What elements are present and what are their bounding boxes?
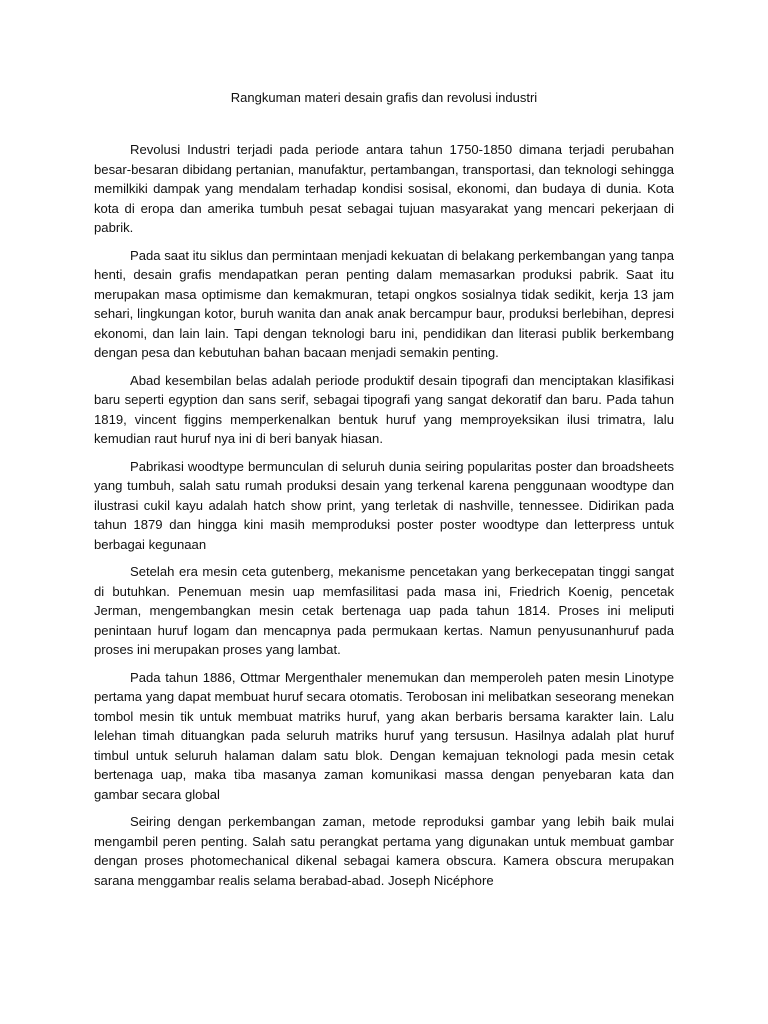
paragraph-4: Pabrikasi woodtype bermunculan di seluruh dunia seiring popularitas poster dan broadsheets yang tumbuh, salah satu rumah produksi desain yang terkenal karena penggunaan woodtype dan ilustrasi cukil kayu adalah hatch show print, yang terletak di nashville, tennessee. Didirikan pada tahun 1879 dan hingga kini masih memproduksi poster poster woodtype dan letterpress untuk berbagai kegunaan	[94, 458, 674, 552]
document-body	[94, 140, 674, 898]
paragraph-5: Setelah era mesin ceta gutenberg, mekanisme pencetakan yang berkecepatan tinggi sangat di butuhkan. Penemuan mesin uap memfasilitasi pada masa ini, Friedrich Koenig, pencetak Jerman, mengembangkan mesin cetak bertenaga uap pada tahun 1814. Proses ini meliputi penintaan huruf logam dan mencapnya pada permukaan kertas. Namun penyusunanhuruf pada proses ini merupakan proses yang lambat.	[94, 564, 674, 657]
document-title: Rangkuman materi desain grafis dan revolusi industri	[230, 90, 538, 105]
paragraph-3: Abad kesembilan belas adalah periode produktif desain tipografi dan menciptakan klasifikasi baru seperti egyption dan sans serif, sebagai tipografi yang sangat dekoratif dan baru. Pada tahun 1819, vincent figgins memperkenalkan bentuk huruf yang memproyeksikan ilusi trimatra, lalu kemudian raut huruf nya ini di beri banyak hiasan.	[94, 372, 674, 446]
paragraph-2: Pada saat itu siklus dan permintaan menjadi kekuatan di belakang perkembangan yang tanpa henti, desain grafis mendapatkan peran penting dalam memasarkan produksi pabrik. Saat itu merupakan masa optimisme dan kemakmuran, tetapi ongkos sosialnya tidak sedikit, kerja 13 jam sehari, lingkungan kotor, buruh wanita dan anak anak bercampur baur, produksi berlebihan, depresi ekonomi, dan lain lain. Tapi dengan teknologi baru ini, pendidikan dan literasi publik berkembang dengan pesa dan kebutuhan bahan bacaan menjadi semakin penting.	[94, 247, 674, 360]
paragraph-1: Revolusi Industri terjadi pada periode antara tahun 1750-1850 dimana terjadi perubahan besar-besaran dibidang pertanian, manufaktur, pertambangan, transportasi, dan teknologi sehingga memilkiki dampak yang mendalam terhadap kondisi sosisal, ekonomi, dan budaya di dunia. Kota kota di eropa dan amerika tumbuh pesat sebagai tujuan masyarakat yang mencari pekerjaan di pabrik.	[94, 142, 674, 235]
paragraph-6: Pada tahun 1886, Ottmar Mergenthaler menemukan dan memperoleh paten mesin Linotype pertama yang dapat membuat huruf secara otomatis. Terobosan ini melibatkan seseorang menekan tombol mesin tik untuk membuat matriks huruf, yang akan berbaris bersama karakter lain. Lalu lelehan timah dituangkan pada seluruh matriks huruf yang tersusun. Hasilnya adalah plat huruf timbul untuk seluruh halaman dalam satu blok. Dengan kemajuan teknologi pada mesin cetak bertenaga uap, maka tiba masanya zaman komunikasi massa dengan penyebaran kata dan gambar secara global	[94, 669, 674, 802]
paragraph-7: Seiring dengan perkembangan zaman, metode reproduksi gambar yang lebih baik mulai mengambil peren penting. Salah satu perangkat pertama yang digunakan untuk membuat gambar dengan proses photomechanical dikenal sebagai kamera obscura. Kamera obscura merupakan sarana menggambar realis selama berabad-abad. Joseph Nicéphore	[94, 814, 674, 888]
